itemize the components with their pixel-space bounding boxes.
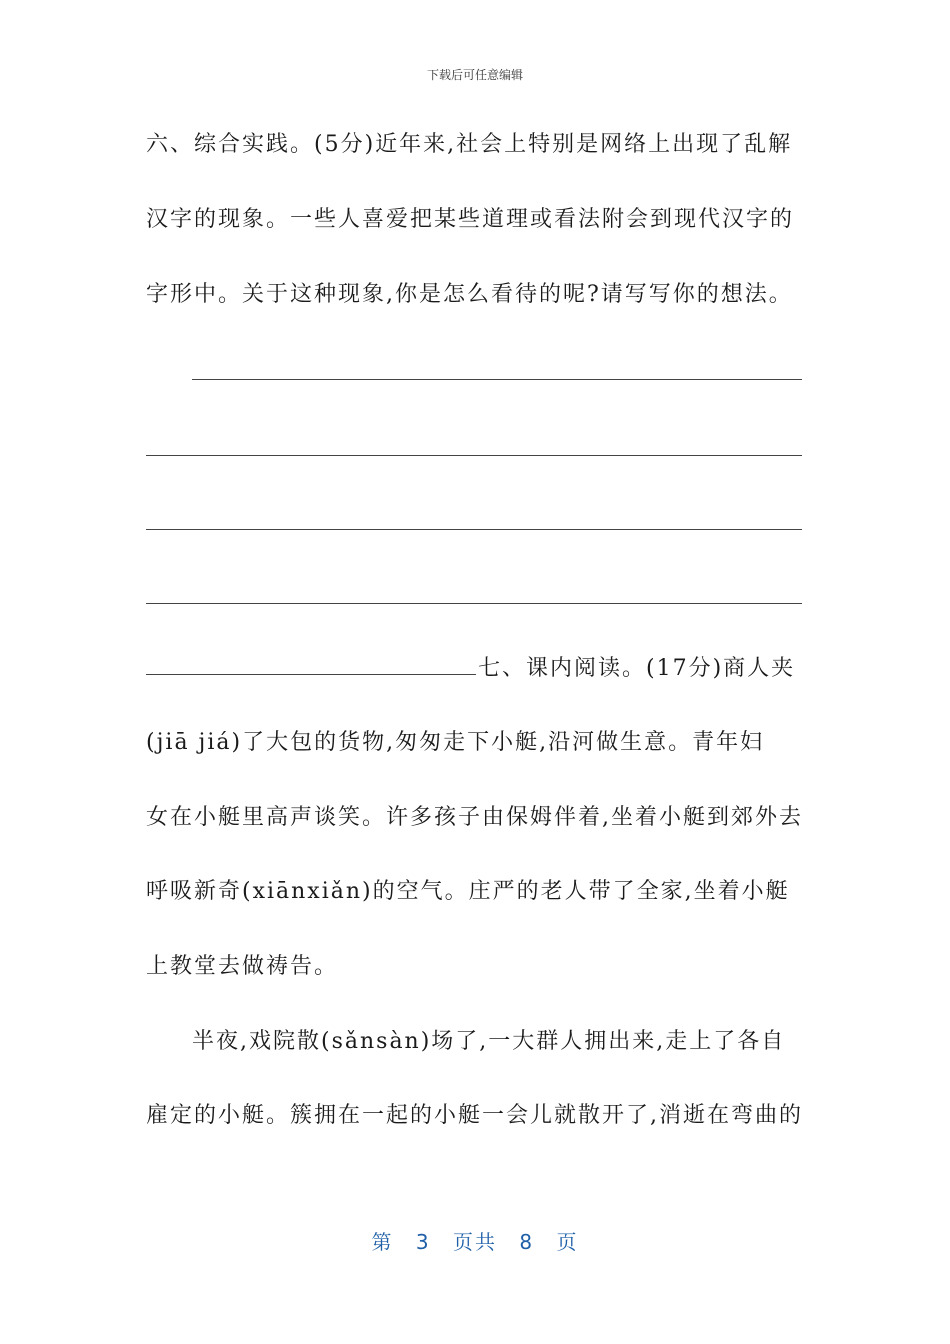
footer-suffix: 页 (556, 1230, 579, 1254)
answer-line-2[interactable] (146, 455, 802, 456)
section6-line-3: 字形中。关于这种现象,你是怎么看待的呢?请写写你的想法。 (146, 282, 793, 307)
footer-page-number: 3 (415, 1230, 431, 1254)
answer-line-4[interactable] (146, 603, 802, 604)
section7-heading: 七、课内阅读。(17分)商人夹 (478, 656, 796, 681)
page-footer (0, 1226, 950, 1255)
section6-line-1: 六、综合实践。(5分)近年来,社会上特别是网络上出现了乱解 (146, 132, 793, 157)
answer-line-1[interactable] (192, 379, 802, 380)
footer-middle: 页共 (453, 1230, 497, 1254)
answer-line-5[interactable] (146, 654, 476, 675)
section7-line-2: (jiā jiá)了大包的货物,匆匆走下小艇,沿河做生意。青年妇 (146, 730, 765, 755)
answer-line-3[interactable] (146, 529, 802, 530)
section7-line-6: 半夜,戏院散(sǎnsàn)场了,一大群人拥出来,走上了各自 (192, 1029, 786, 1054)
footer-prefix: 第 (371, 1230, 394, 1254)
page-header: 下载后可任意编辑 (426, 68, 523, 82)
section7-line-3: 女在小艇里高声谈笑。许多孩子由保姆伴着,坐着小艇到郊外去 (146, 805, 803, 830)
section7-line-1 (146, 654, 806, 684)
section7-line-4: 呼吸新奇(xiānxiǎn)的空气。庄严的老人带了全家,坐着小艇 (146, 879, 790, 904)
section7-line-5: 上教堂去做祷告。 (146, 954, 339, 979)
section6-line-2: 汉字的现象。一些人喜爱把某些道理或看法附会到现代汉字的 (146, 207, 795, 232)
footer-total-pages: 8 (519, 1230, 535, 1254)
section7-line-7: 雇定的小艇。簇拥在一起的小艇一会儿就散开了,消逝在弯曲的 (146, 1103, 803, 1128)
